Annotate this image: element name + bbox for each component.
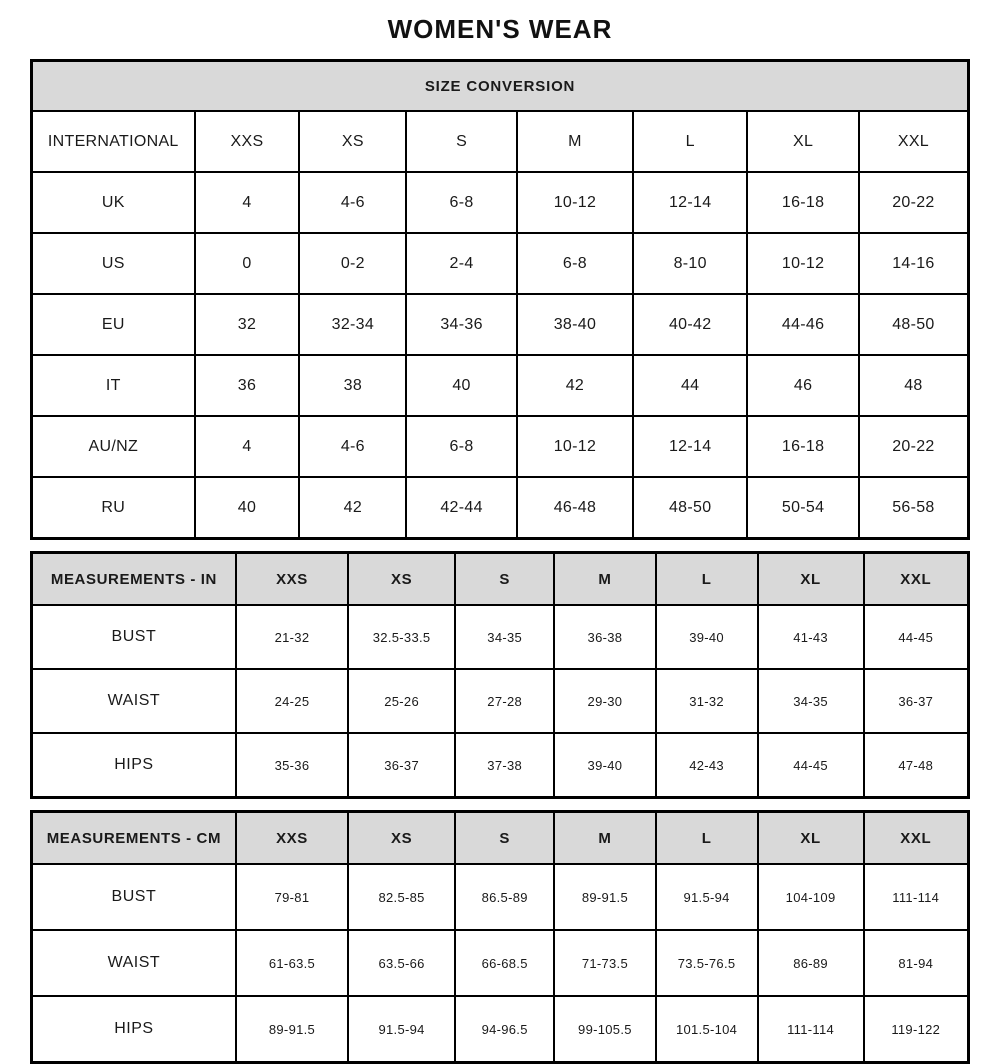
table-cell: 2-4 [406, 233, 517, 294]
table-cell: 34-35 [758, 669, 864, 733]
row-label: EU [32, 294, 195, 355]
table-cell: 31-32 [656, 669, 758, 733]
table-cell: 0 [195, 233, 300, 294]
table-cell: 24-25 [236, 669, 348, 733]
table-cell: 119-122 [864, 996, 969, 1063]
table-cell: 32-34 [299, 294, 406, 355]
table-cell: 4-6 [299, 172, 406, 233]
table-cell: 36-38 [554, 605, 655, 669]
table-cell: 10-12 [517, 172, 633, 233]
table-cell: 34-35 [455, 605, 554, 669]
table-cell: 40 [195, 477, 300, 539]
table-cell: 4 [195, 172, 300, 233]
table-cell: 63.5-66 [348, 930, 455, 996]
table-cell: 36 [195, 355, 300, 416]
table-cell: 39-40 [554, 733, 655, 798]
column-header: S [455, 812, 554, 865]
table-cell: 36-37 [348, 733, 455, 798]
column-header: S [406, 111, 517, 172]
column-header: L [656, 812, 758, 865]
row-label: US [32, 233, 195, 294]
page-title: WOMEN'S WEAR [387, 14, 613, 44]
measurements-cm-table [30, 810, 970, 1064]
table-cell: 40-42 [633, 294, 747, 355]
column-header: XXS [236, 812, 348, 865]
table-cell: 38 [299, 355, 406, 416]
corner-header: INTERNATIONAL [32, 111, 195, 172]
table-cell: 42 [517, 355, 633, 416]
table-cell: 44 [633, 355, 747, 416]
table-cell: 47-48 [864, 733, 969, 798]
row-label: AU/NZ [32, 416, 195, 477]
column-header-row [32, 553, 969, 606]
table-row [32, 930, 969, 996]
table-row [32, 669, 969, 733]
table-cell: 8-10 [633, 233, 747, 294]
table-cell: 46-48 [517, 477, 633, 539]
table-cell: 35-36 [236, 733, 348, 798]
table-cell: 34-36 [406, 294, 517, 355]
table-cell: 16-18 [747, 416, 859, 477]
table-cell: 94-96.5 [455, 996, 554, 1063]
row-label: UK [32, 172, 195, 233]
table-cell: 38-40 [517, 294, 633, 355]
column-header: XS [299, 111, 406, 172]
column-header: XL [758, 553, 864, 606]
table-banner: SIZE CONVERSION [32, 61, 969, 112]
table-cell: 91.5-94 [348, 996, 455, 1063]
table-row [32, 172, 969, 233]
table-cell: 25-26 [348, 669, 455, 733]
column-header: XL [758, 812, 864, 865]
table-cell: 32 [195, 294, 300, 355]
table-cell: 66-68.5 [455, 930, 554, 996]
table-cell: 44-45 [864, 605, 969, 669]
table-cell: 16-18 [747, 172, 859, 233]
table-cell: 89-91.5 [236, 996, 348, 1063]
table-cell: 21-32 [236, 605, 348, 669]
column-header: XL [747, 111, 859, 172]
table-cell: 50-54 [747, 477, 859, 539]
table-row [32, 355, 969, 416]
table-cell: 41-43 [758, 605, 864, 669]
table-cell: 10-12 [747, 233, 859, 294]
table-cell: 27-28 [455, 669, 554, 733]
column-header: L [656, 553, 758, 606]
table-row [32, 733, 969, 798]
table-cell: 20-22 [859, 172, 969, 233]
table-cell: 104-109 [758, 864, 864, 930]
corner-header: MEASUREMENTS - CM [32, 812, 236, 865]
column-header: XXL [859, 111, 969, 172]
size-conversion-table [30, 59, 970, 540]
table-cell: 6-8 [406, 416, 517, 477]
table-cell: 86-89 [758, 930, 864, 996]
table-cell: 61-63.5 [236, 930, 348, 996]
table-cell: 37-38 [455, 733, 554, 798]
table-cell: 79-81 [236, 864, 348, 930]
table-cell: 91.5-94 [656, 864, 758, 930]
table-cell: 42-44 [406, 477, 517, 539]
measurements-in-table [30, 551, 970, 799]
table-row [32, 416, 969, 477]
table-cell: 48-50 [633, 477, 747, 539]
row-label: HIPS [32, 733, 236, 798]
column-header: XXS [236, 553, 348, 606]
table-cell: 4 [195, 416, 300, 477]
table-cell: 101.5-104 [656, 996, 758, 1063]
table-cell: 111-114 [758, 996, 864, 1063]
corner-header: MEASUREMENTS - IN [32, 553, 236, 606]
column-header: XS [348, 812, 455, 865]
table-cell: 73.5-76.5 [656, 930, 758, 996]
column-header: M [554, 812, 655, 865]
column-header: XXS [195, 111, 300, 172]
table-cell: 44-46 [747, 294, 859, 355]
table-cell: 10-12 [517, 416, 633, 477]
table-cell: 81-94 [864, 930, 969, 996]
table-cell: 40 [406, 355, 517, 416]
table-cell: 48 [859, 355, 969, 416]
table-row [32, 605, 969, 669]
table-cell: 4-6 [299, 416, 406, 477]
table-cell: 14-16 [859, 233, 969, 294]
table-cell: 29-30 [554, 669, 655, 733]
table-cell: 111-114 [864, 864, 969, 930]
table-cell: 6-8 [517, 233, 633, 294]
table-cell: 71-73.5 [554, 930, 655, 996]
row-label: RU [32, 477, 195, 539]
table-cell: 0-2 [299, 233, 406, 294]
table-cell: 89-91.5 [554, 864, 655, 930]
table-cell: 42-43 [656, 733, 758, 798]
table-banner-row [32, 61, 969, 112]
table-cell: 32.5-33.5 [348, 605, 455, 669]
table-row [32, 233, 969, 294]
table-cell: 6-8 [406, 172, 517, 233]
row-label: WAIST [32, 669, 236, 733]
column-header: M [554, 553, 655, 606]
column-header: XXL [864, 553, 969, 606]
table-cell: 36-37 [864, 669, 969, 733]
row-label: BUST [32, 605, 236, 669]
table-cell: 12-14 [633, 416, 747, 477]
table-row [32, 864, 969, 930]
table-row [32, 996, 969, 1063]
table-cell: 82.5-85 [348, 864, 455, 930]
table-cell: 12-14 [633, 172, 747, 233]
table-cell: 86.5-89 [455, 864, 554, 930]
table-cell: 99-105.5 [554, 996, 655, 1063]
table-cell: 39-40 [656, 605, 758, 669]
table-cell: 48-50 [859, 294, 969, 355]
table-cell: 42 [299, 477, 406, 539]
column-header: L [633, 111, 747, 172]
row-label: HIPS [32, 996, 236, 1063]
row-label: BUST [32, 864, 236, 930]
column-header: M [517, 111, 633, 172]
row-label: WAIST [32, 930, 236, 996]
table-cell: 44-45 [758, 733, 864, 798]
column-header-row [32, 111, 969, 172]
table-cell: 20-22 [859, 416, 969, 477]
column-header: XS [348, 553, 455, 606]
column-header: XXL [864, 812, 969, 865]
column-header-row [32, 812, 969, 865]
column-header: S [455, 553, 554, 606]
table-cell: 56-58 [859, 477, 969, 539]
row-label: IT [32, 355, 195, 416]
table-cell: 46 [747, 355, 859, 416]
table-row [32, 477, 969, 539]
table-row [32, 294, 969, 355]
